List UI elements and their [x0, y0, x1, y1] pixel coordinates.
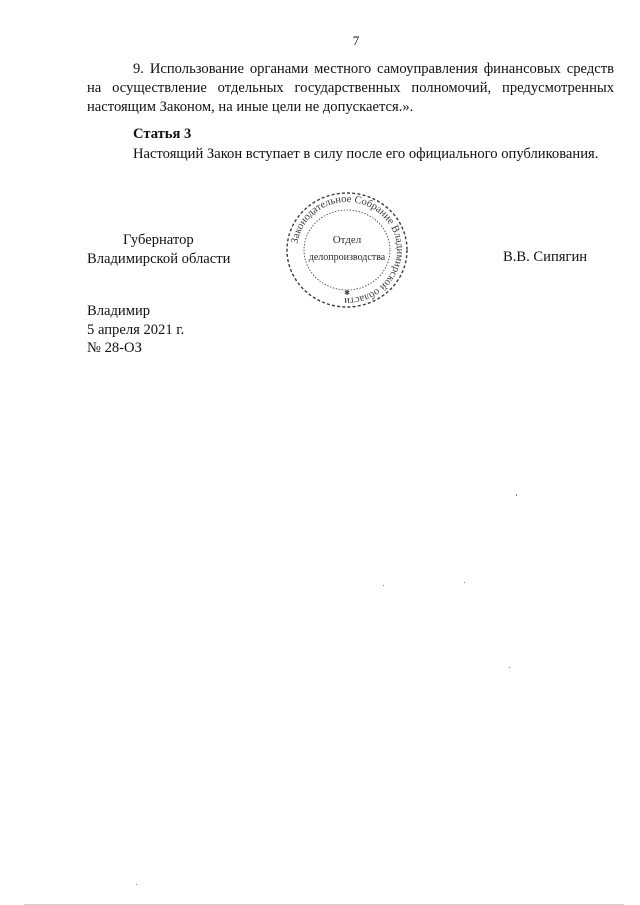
issuance-city: Владимир — [87, 303, 151, 319]
page-number: 7 — [352, 33, 360, 48]
issuance-number: № 28-ОЗ — [87, 340, 142, 356]
scan-speck — [464, 582, 465, 583]
scan-speck — [509, 667, 510, 668]
issuance-date: 5 апреля 2021 г. — [87, 321, 185, 338]
signature-position — [87, 231, 230, 268]
clause-9-text: 9. Использование органами местного самоуправления финансовых средств на осуществление отдельных государственных полномочий, предусмотренных настоящим Законом, на иные цели не допускается.». — [87, 61, 614, 115]
article-3-title: Статья 3 — [133, 126, 192, 142]
seal-inner-ring — [304, 210, 390, 290]
scan-speck — [516, 494, 517, 496]
article-3-text: Настоящий Закон вступает в силу после его официального опубликования. — [133, 146, 599, 162]
signer-name: В.В. Сипягин — [503, 249, 588, 265]
seal-center-line1: Отдел — [332, 234, 362, 246]
position-title: Губернатор — [123, 232, 194, 248]
issuance-details — [87, 302, 184, 358]
scan-speck — [136, 884, 137, 885]
official-seal — [284, 189, 410, 310]
position-region: Владимирской области — [87, 250, 231, 267]
scan-speck — [383, 585, 384, 586]
seal-star-icon: ✱ — [344, 289, 350, 297]
seal-ring-text: Законодательное Собрание Владимирской области — [289, 193, 406, 307]
clause-9 — [87, 60, 614, 117]
seal-stamp-icon — [284, 189, 410, 310]
seal-center-line2: делопроизводства — [308, 252, 386, 263]
article-3 — [87, 145, 614, 164]
